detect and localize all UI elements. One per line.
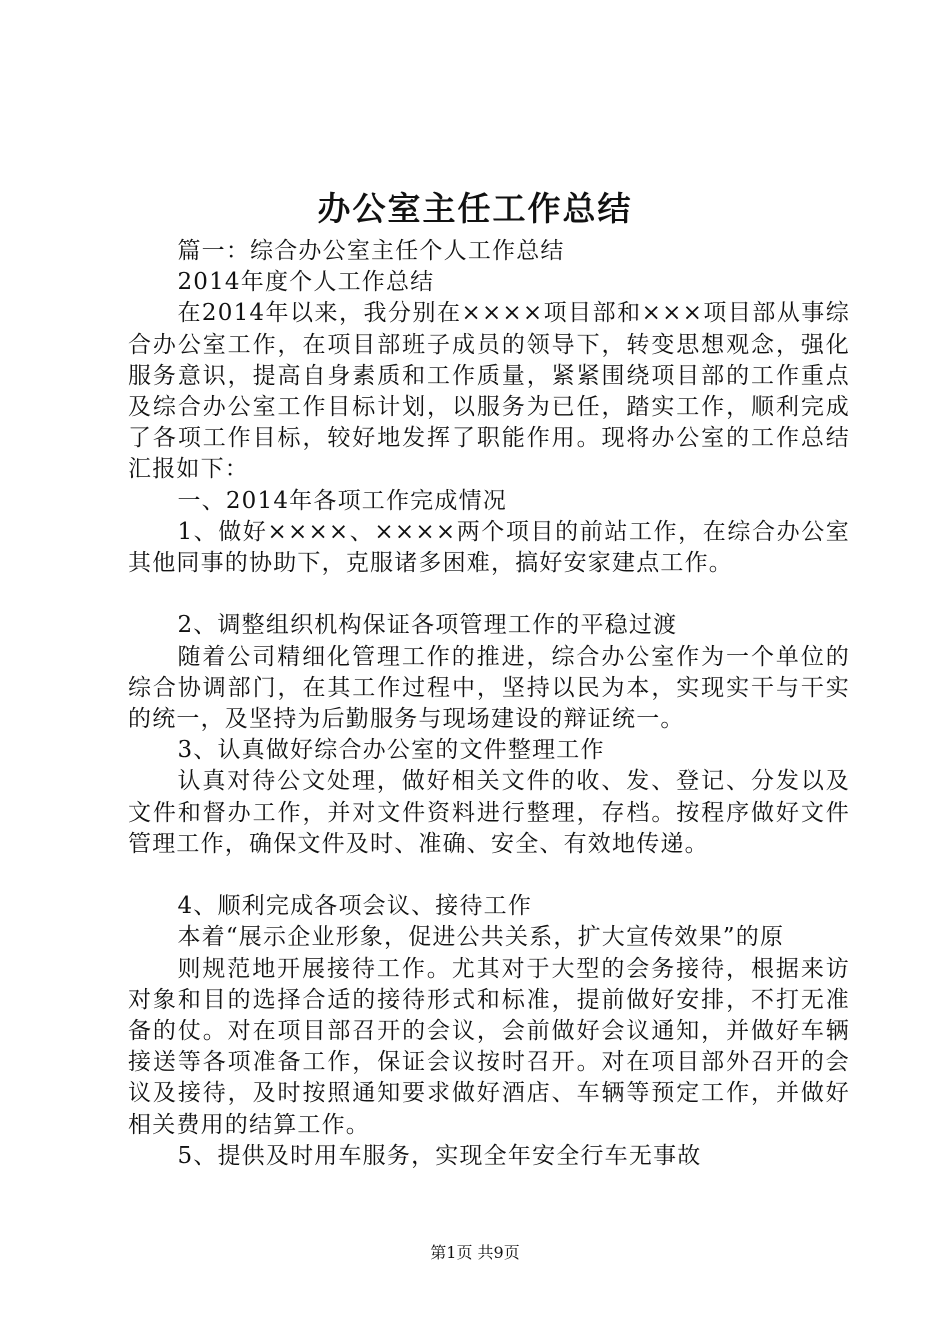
paragraph: 在2014年以来，我分别在××××项目部和×××项目部从事综合办公室工作，在项目部班子成员的领导下，转变思想观念，强化服务意识，提高自身素质和工作质量，紧紧围绕项目部的工作重点及综合办公室工作目标计划，以服务为已任，踏实工作，顺利完成了各项工作目标，较好地发挥了职能作用。现将办公室的工作总结汇报如下： bbox=[128, 300, 850, 483]
paragraph: 4、顺利完成各项会议、接待工作 bbox=[177, 893, 533, 920]
paragraph: 1、做好××××、××××两个项目的前站工作，在综合办公室其他同事的协助下，克服诸多困难，搞好安家建点工作。 bbox=[128, 518, 850, 577]
paragraph: 本着“展示企业形象，促进公共关系，扩大宣传效果”的原 bbox=[177, 924, 785, 951]
paragraph: 一、2014年各项工作完成情况 bbox=[177, 487, 507, 514]
paragraph: 2、调整组织机构保证各项管理工作的平稳过渡 bbox=[177, 612, 678, 639]
document-title: 办公室主任工作总结 bbox=[317, 189, 633, 228]
paragraph: 认真对待公文处理，做好相关文件的收、发、登记、分发以及文件和督办工作，并对文件资料进行整理，存档。按程序做好文件管理工作，确保文件及时、准确、安全、有效地传递。 bbox=[128, 768, 850, 857]
document-body bbox=[128, 236, 850, 1172]
page-indicator: 第1页 共9页 bbox=[430, 1243, 520, 1262]
paragraph: 篇一：综合办公室主任个人工作总结 bbox=[177, 238, 565, 264]
paragraph: 则规范地开展接待工作。尤其对于大型的会务接待，根据来访对象和目的选择合适的接待形式和标准，提前做好安排，不打无准备的仗。对在项目部召开的会议，会前做好会议通知，并做好车辆接送等各项准备工作，保证会议按时召开。对在项目部外召开的会议及接待，及时按照通知要求做好酒店、车辆等预定工作，并做好相关费用的结算工作。 bbox=[128, 955, 850, 1138]
paragraph: 5、提供及时用车服务，实现全年安全行车无事故 bbox=[177, 1142, 702, 1169]
paragraph: 2014年度个人工作总结 bbox=[177, 269, 435, 296]
paragraph: 3、认真做好综合办公室的文件整理工作 bbox=[177, 737, 605, 764]
paragraph: 随着公司精细化管理工作的推进，综合办公室作为一个单位的综合协调部门，在其工作过程中，坚持以民为本，实现实干与干实的统一，及坚持为后勤服务与现场建设的辩证统一。 bbox=[128, 643, 850, 733]
